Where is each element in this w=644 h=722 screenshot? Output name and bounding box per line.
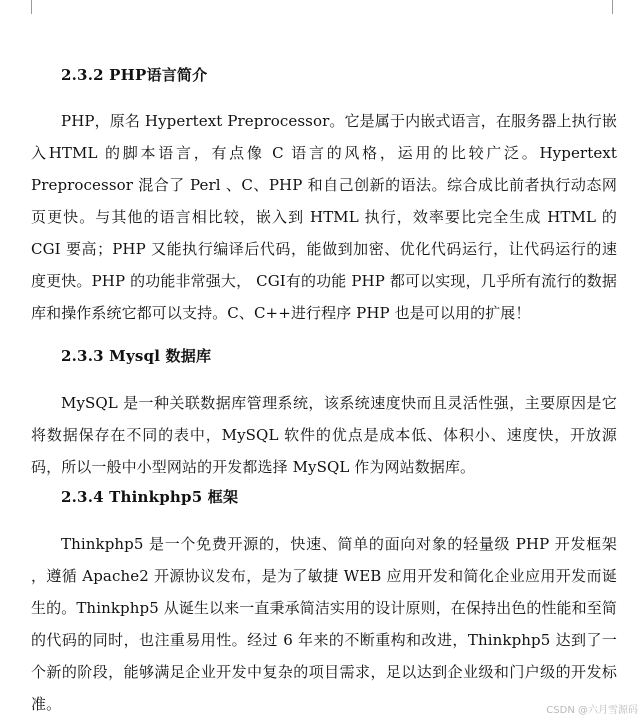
section-heading-php: 2.3.2 PHP语言简介 xyxy=(61,66,208,84)
page-corner-mark-right xyxy=(612,0,613,14)
section-body-mysql: MySQL 是一种关联数据库管理系统，该系统速度快而且灵活性强，主要原因是它将数据保存在不同的表中，MySQL 软件的优点是成本低、体积小、速度快，开放源码，所以一般中小型网站的开发都选择 MySQL 作为网站数据库。 xyxy=(31,394,617,476)
section-body-thinkphp5: Thinkphp5 是一个免费开源的，快速、简单的面向对象的轻量级 PHP 开发框架 ，遵循 Apache2 开源协议发布，是为了敏捷 WEB 应用开发和简化企业应用开发而诞生的。Thinkphp5 从诞生以来一直秉承简洁实用的设计原则，在保持出色的性能和至简的代码的同时，也注重易用性。经过 6 年来的不断重构和改进，Thinkphp5 达到了一个新的阶段，能够满足企业开发中复杂的项目需求，足以达到企业级和门户级的开发标准。 xyxy=(31,535,617,713)
section-heading-mysql: 2.3.3 Mysql 数据库 xyxy=(61,347,212,365)
page-corner-mark-left xyxy=(31,0,32,14)
csdn-watermark: CSDN @六月雪源码 xyxy=(546,705,638,716)
section-heading-thinkphp5: 2.3.4 Thinkphp5 框架 xyxy=(61,488,239,506)
section-body-php: PHP，原名 Hypertext Preprocessor。它是属于内嵌式语言，在服务器上执行嵌入HTML 的脚本语言，有点像 C 语言的风格，运用的比较广泛。Hypertext Preprocessor 混合了 Perl 、C、PHP 和自己创新的语法。综合成比前者执行动态网页更快。与其他的语言相比较，嵌入到 HTML 执行，效率要比完全生成 HTML 的 CGI 要高；PHP 又能执行编译后代码，能做到加密、优化代码运行，让代码运行的速度更快。PHP 的功能非常强大， CGI有的功能 PHP 都可以实现，几乎所有流行的数据库和操作系统它都可以支持。C、C++进行程序 PHP 也是可以用的扩展！ xyxy=(31,112,617,322)
